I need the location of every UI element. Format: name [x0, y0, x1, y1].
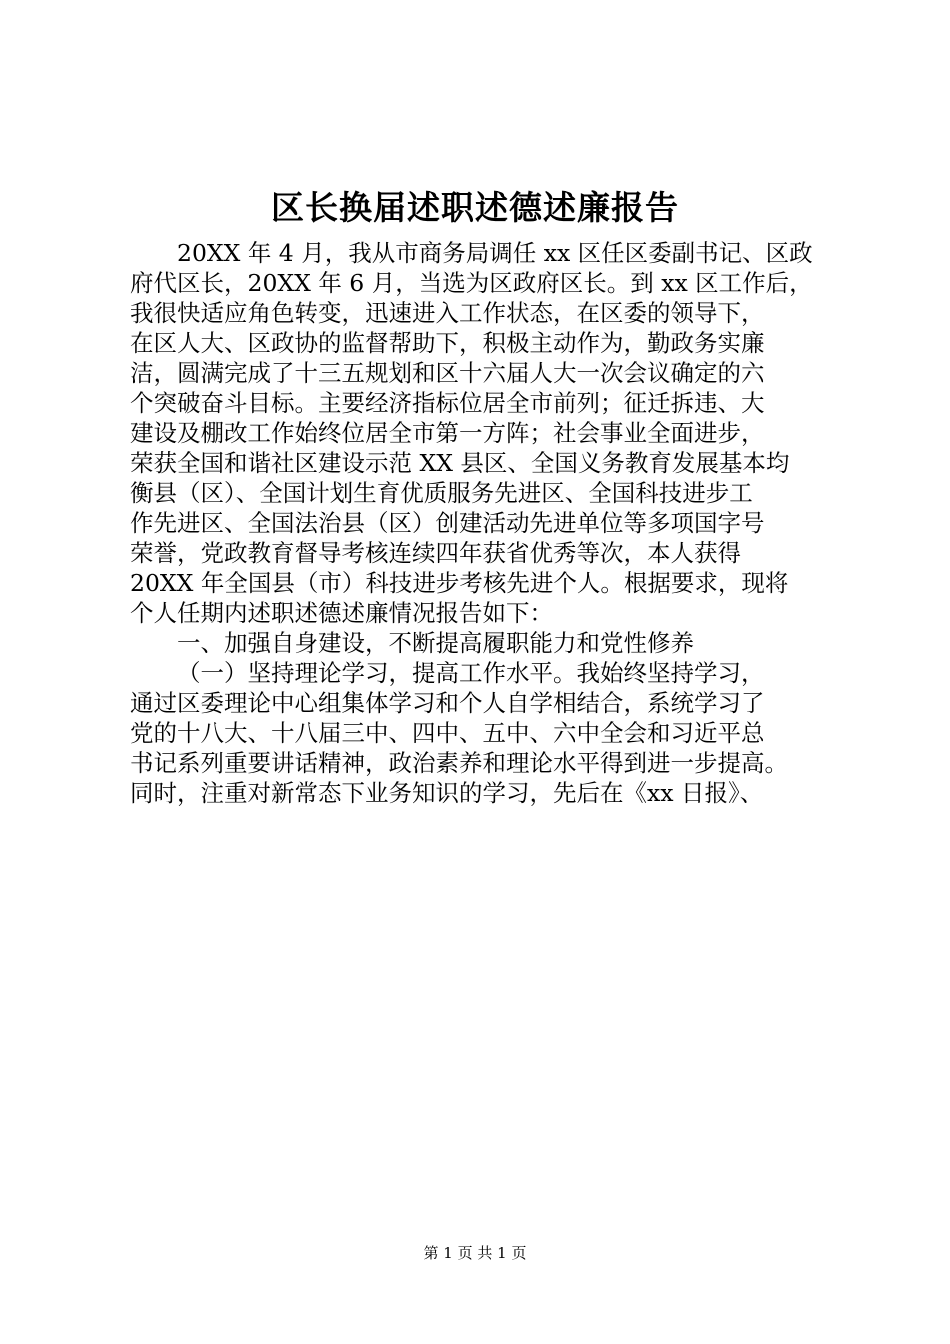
paragraph-line: 荣获全国和谐社区建设示范 XX 县区、全国义务教育发展基本均	[130, 449, 790, 477]
paragraph-line: 个突破奋斗目标。主要经济指标位居全市前列；征迁拆违、大	[130, 389, 765, 417]
paragraph-line: 20XX 年全国县（市）科技进步考核先进个人。根据要求，现将	[130, 569, 789, 597]
paragraph-line: 同时，注重对新常态下业务知识的学习，先后在《xx 日报》、	[130, 779, 764, 807]
subsection-heading-line: （一）坚持理论学习，提高工作水平。我始终坚持学习，	[177, 659, 765, 687]
paragraph-line: 书记系列重要讲话精神，政治素养和理论水平得到进一步提高。	[130, 749, 788, 777]
paragraph-line: 建设及棚改工作始终位居全市第一方阵；社会事业全面进步，	[130, 419, 765, 447]
paragraph-line: 通过区委理论中心组集体学习和个人自学相结合，系统学习了	[130, 689, 765, 717]
paragraph-line: 党的十八大、十八届三中、四中、五中、六中全会和习近平总	[130, 719, 765, 747]
paragraph-line: 洁，圆满完成了十三五规划和区十六届人大一次会议确定的六	[130, 359, 765, 387]
paragraph-line: 在区人大、区政协的监督帮助下，积极主动作为，勤政务实廉	[130, 329, 765, 357]
document-body	[130, 238, 830, 808]
paragraph-line: 个人任期内述职述德述廉情况报告如下：	[130, 599, 553, 627]
page-footer: 第 1 页 共 1 页	[423, 1244, 527, 1262]
document-title: 区长换届述职述德述廉报告	[271, 188, 679, 227]
paragraph-line: 我很快适应角色转变，迅速进入工作状态，在区委的领导下，	[130, 299, 765, 327]
paragraph-line: 作先进区、全国法治县（区）创建活动先进单位等多项国字号	[130, 509, 765, 537]
section-heading: 一、加强自身建设，不断提高履职能力和党性修养	[177, 629, 694, 657]
paragraph-line: 20XX 年 4 月，我从市商务局调任 xx 区任区委副书记、区政	[177, 239, 813, 267]
paragraph-line: 荣誉，党政教育督导考核连续四年获省优秀等次，本人获得	[130, 539, 741, 567]
paragraph-line: 衡县（区）、全国计划生育优质服务先进区、全国科技进步工	[130, 479, 753, 507]
paragraph-line: 府代区长，20XX 年 6 月，当选为区政府区长。到 xx 区工作后，	[130, 269, 813, 297]
